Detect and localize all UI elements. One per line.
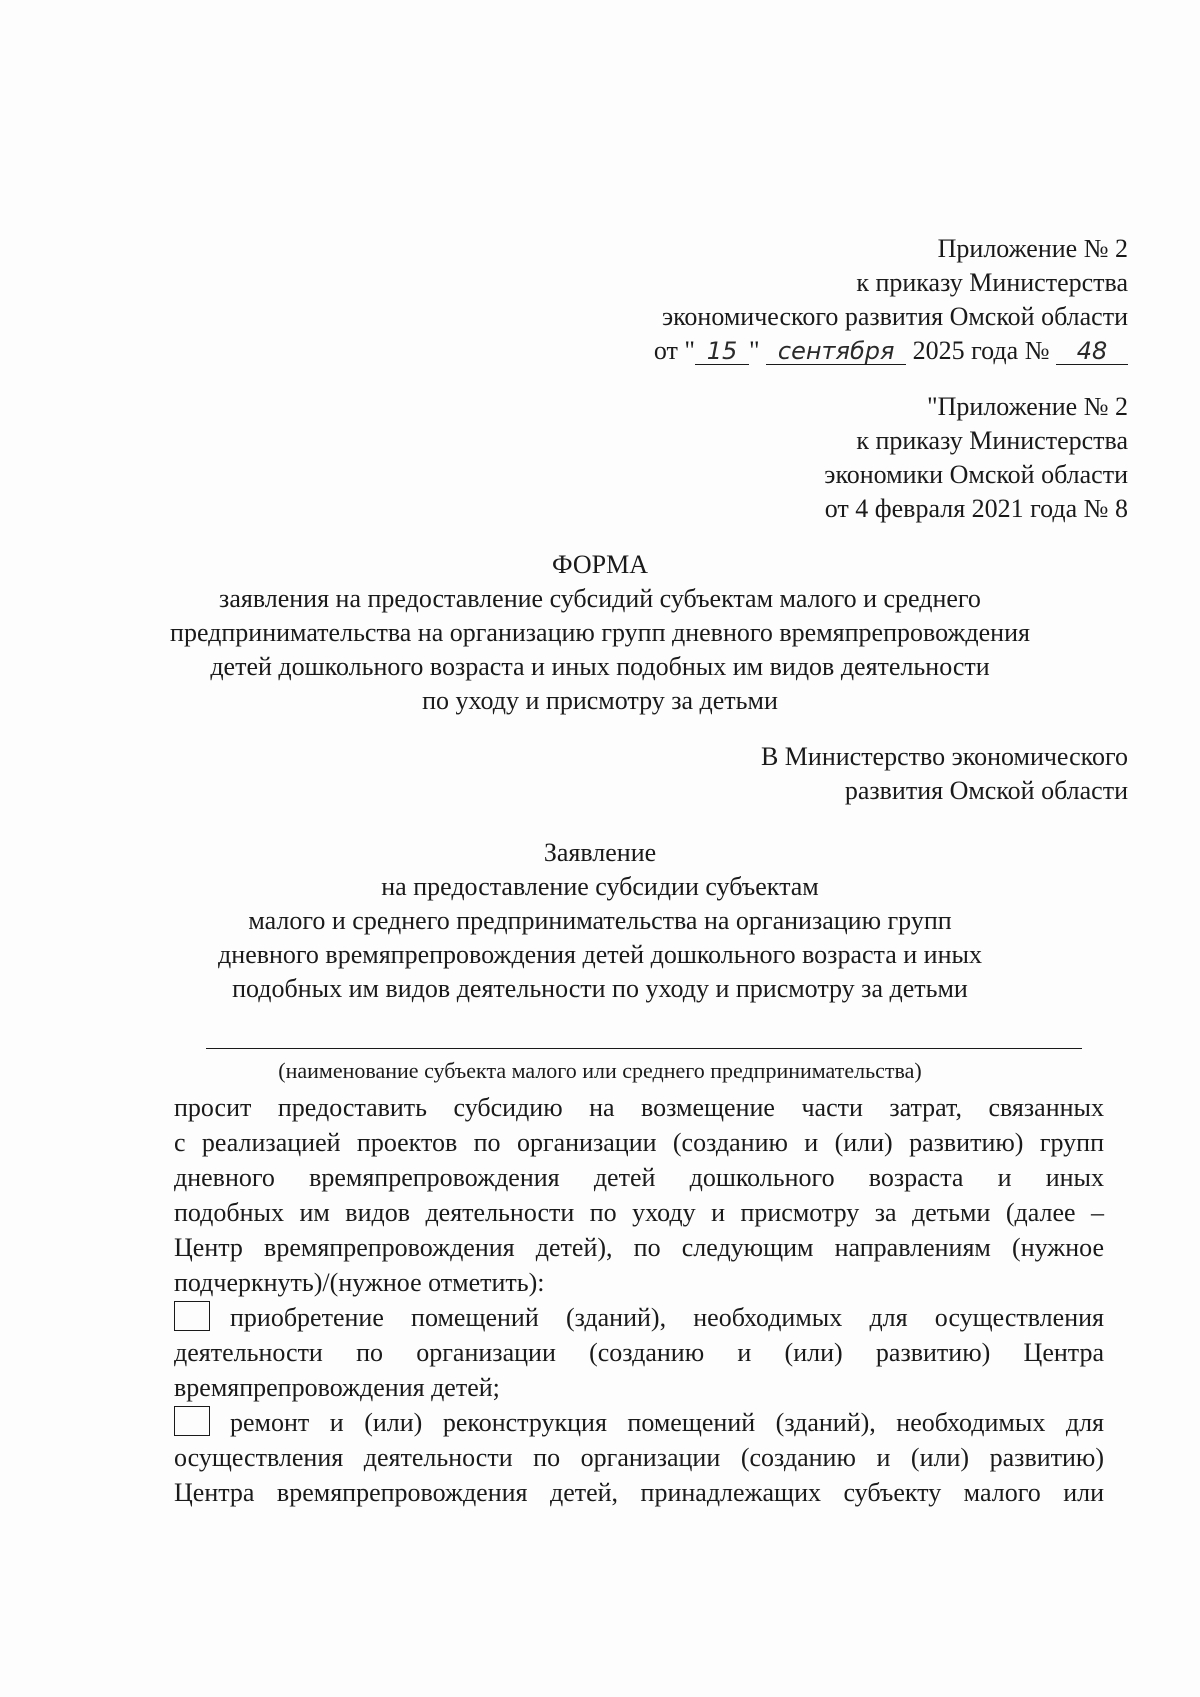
applicant-caption: (наименование субъекта малого или среднего предпринимательства) [278, 1058, 922, 1083]
appendix-original-line1: "Приложение № 2 [927, 392, 1128, 421]
appendix-current [654, 232, 1128, 368]
body-line: Центр времяпрепровождения детей), по следующим направлениям (нужное [174, 1233, 1104, 1262]
application-title-line: малого и среднего предпринимательства на организацию групп [248, 906, 952, 935]
body-line: с реализацией проектов по организации (созданию и (или) развитию) групп [174, 1128, 1104, 1157]
appendix-current-line2: к приказу Министерства [856, 268, 1128, 297]
body-line: деятельности по организации (созданию и (или) развитию) Центра [174, 1338, 1104, 1367]
appendix-current-date-line [654, 334, 1128, 368]
appendix-current-line3: экономического развития Омской области [661, 302, 1128, 331]
appendix-original-line2: к приказу Министерства [856, 426, 1128, 455]
body-line: просит предоставить субсидию на возмещение части затрат, связанных [174, 1093, 1104, 1122]
handwritten-day: 15 [695, 338, 749, 365]
handwritten-month: сентября [766, 338, 906, 365]
checkbox-acquisition[interactable] [174, 1301, 210, 1331]
appendix-current-line1: Приложение № 2 [937, 234, 1128, 263]
addressee [761, 740, 1128, 808]
body-line: подобных им видов деятельности по уходу и присмотру за детьми (далее – [174, 1198, 1104, 1227]
body-line: подчеркнуть)/(нужное отметить): [174, 1268, 545, 1297]
checkbox-repair[interactable] [174, 1406, 210, 1436]
handwritten-number: 48 [1056, 338, 1128, 365]
addressee-line1: В Министерство экономического [760, 742, 1128, 771]
form-title-line: по уходу и присмотру за детьми [422, 686, 778, 715]
application-title-line: подобных им видов деятельности по уходу и присмотру за детьми [232, 974, 968, 1003]
body-line: Центра времяпрепровождения детей, принадлежащих субъекту малого или [174, 1478, 1104, 1507]
date-quote: " [749, 336, 760, 365]
appendix-original-line3: экономики Омской области [824, 460, 1128, 489]
appendix-original-line4: от 4 февраля 2021 года № 8 [824, 494, 1128, 523]
option-acquisition-line: приобретение помещений (зданий), необходимых для осуществления [230, 1303, 1104, 1332]
option-repair [174, 1405, 1104, 1440]
form-title [0, 548, 1200, 718]
option-repair-line: ремонт и (или) реконструкция помещений (зданий), необходимых для [230, 1408, 1104, 1437]
application-title-line: дневного времяпрепровождения детей дошкольного возраста и иных [218, 940, 982, 969]
applicant-name-line[interactable] [206, 1048, 1082, 1049]
application-title [0, 836, 1200, 1006]
appendix-original [824, 390, 1128, 526]
form-title-line: детей дошкольного возраста и иных подобных им видов деятельности [210, 652, 990, 681]
form-title-line: заявления на предоставление субсидий субъектам малого и среднего [219, 584, 981, 613]
form-title-line: предпринимательства на организацию групп дневного времяпрепровождения [170, 618, 1030, 647]
application-title-line: на предоставление субсидии субъектам [381, 872, 819, 901]
date-year: 2025 года № [912, 336, 1050, 365]
body-line: дневного времяпрепровождения детей дошкольного возраста и иных [174, 1163, 1104, 1192]
application-heading: Заявление [543, 838, 657, 867]
option-acquisition [174, 1300, 1104, 1335]
request-body [174, 1090, 1104, 1510]
body-line: осуществления деятельности по организации (созданию и (или) развитию) [174, 1443, 1104, 1472]
body-line: времяпрепровождения детей; [174, 1373, 500, 1402]
form-heading: ФОРМА [552, 550, 648, 579]
addressee-line2: развития Омской области [844, 776, 1128, 805]
date-prefix: от " [653, 336, 696, 365]
